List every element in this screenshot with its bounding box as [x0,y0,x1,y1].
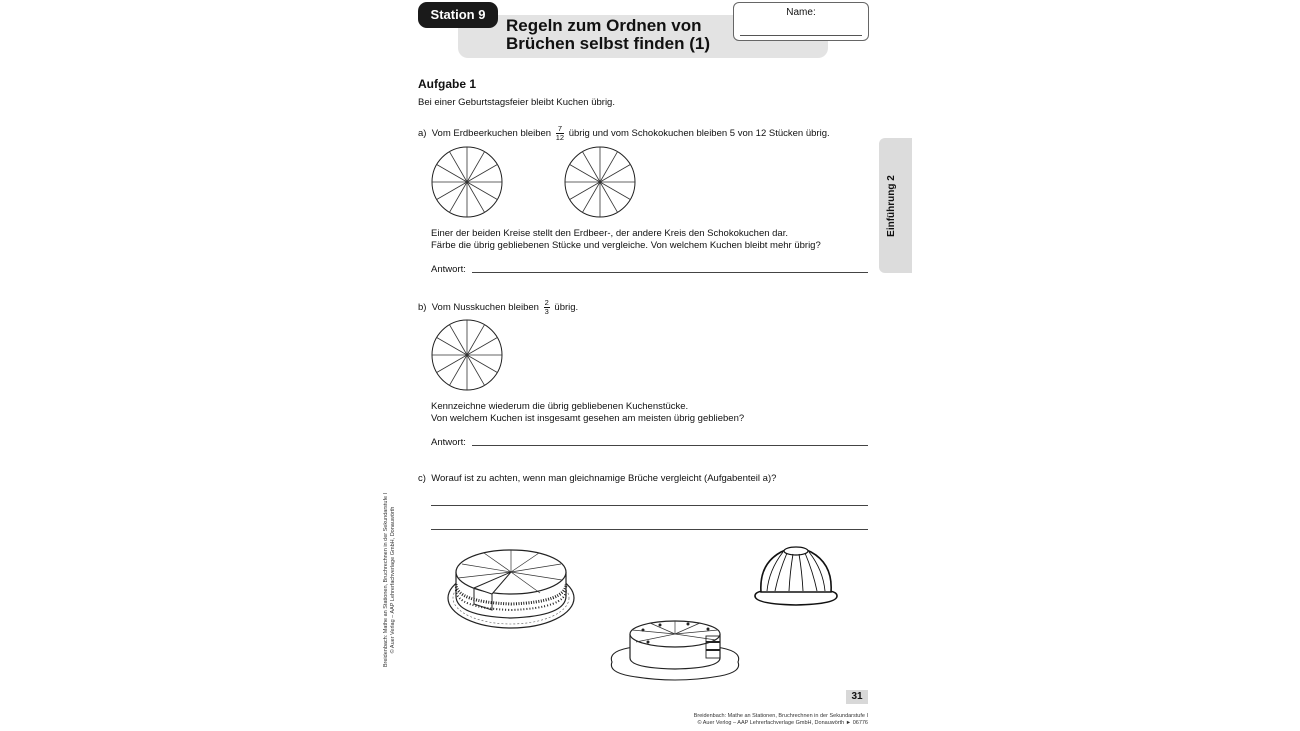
part-b-instruction-2: Von welchem Kuchen ist insgesamt gesehen am meisten übrig geblieben? [431,413,745,424]
pie-section-divider [600,182,618,212]
pie-section-divider [600,165,630,183]
pie-section-divider [437,182,467,200]
part-b-text-after: übrig. [554,302,579,314]
footer-credit-line-1: Breidenbach: Mathe an Stationen, Bruchrechnen in der Sekundarstufe I [693,713,868,719]
sliced-layer-cake-icon [444,544,578,634]
page-title [506,17,766,53]
pie-section-divider [450,152,468,182]
pie-section-divider [583,152,601,182]
pie-section-divider [450,325,468,355]
pie-section-divider [450,355,468,385]
part-b-answer-line[interactable] [472,445,868,446]
fraction-b-den: 3 [544,307,549,316]
pie-section-divider [570,182,600,200]
pie-section-divider [600,152,618,182]
worksheet-page [380,0,920,731]
fraction-b-num: 2 [544,298,549,307]
part-a-label: a) [418,128,427,140]
title-line-1: Regeln zum Ordnen von [506,16,702,35]
task-intro: Bei einer Geburtstagsfeier bleibt Kuchen übrig. [418,97,615,108]
pie-section-divider [437,338,467,356]
part-a-text-after: übrig und vom Schokokuchen bleiben 5 von 12 Stücken übrig. [568,128,830,140]
pie-12-sections-icon[interactable] [430,318,504,392]
fraction-a-den: 12 [555,133,565,142]
title-line-2: Brüchen selbst finden (1) [506,34,711,53]
part-b-text-before: Vom Nusskuchen bleiben [431,302,539,314]
part-c-answer-line-2[interactable] [431,529,868,530]
pie-section-divider [467,355,485,385]
pie-12-sections-icon[interactable] [430,145,504,219]
name-line [740,35,862,36]
pie-section-divider [467,182,485,212]
fraction-a [556,125,564,142]
task-heading: Aufgabe 1 [418,77,477,91]
part-a-answer-line[interactable] [472,272,868,273]
cream-cake-icon [608,612,742,682]
part-a-text-before: Vom Erdbeerkuchen bleiben [431,128,552,140]
part-b-label: b) [418,302,427,314]
footer-credit [630,713,868,727]
pie-section-divider [467,325,485,355]
part-a-question [418,125,830,142]
pie-section-divider [467,338,497,356]
side-credit-line-2: © Auer Verlag – AAP Lehrerfachverlage GmbH, Donauwörth [390,506,396,654]
side-credit-line-1: Breidenbach: Mathe an Stationen, Bruchrechnen in der Sekundarstufe I [383,492,389,668]
fraction-a-num: 7 [556,125,564,134]
part-c-answer-line-1[interactable] [431,505,868,506]
pie-section-divider [437,165,467,183]
part-c-label: c) [418,473,426,484]
pie-section-divider [467,182,497,200]
pie-section-divider [467,152,485,182]
part-a-instruction-2: Färbe die übrig gebliebenen Stücke und vergleiche. Von welchem Kuchen bleibt mehr übrig? [431,240,821,251]
side-credit [383,475,397,685]
part-a-answer-label: Antwort: [431,264,466,275]
name-field[interactable] [733,2,869,41]
pie-section-divider [600,182,630,200]
part-a-instruction-1: Einer der beiden Kreise stellt den Erdbeer-, der andere Kreis den Schokokuchen dar. [431,228,788,239]
pie-section-divider [467,355,497,373]
pie-section-divider [437,355,467,373]
part-b-question [418,299,578,316]
pie-12-sections-icon[interactable] [563,145,637,219]
part-b-answer-label: Antwort: [431,437,466,448]
part-b-instruction-1: Kennzeichne wiederum die übrig gebliebenen Kuchenstücke. [431,401,689,412]
name-label: Name: [786,7,816,18]
side-tab-label: Einführung 2 [886,175,897,237]
part-c-question [418,473,776,485]
side-tab [879,138,912,273]
part-c-text: Worauf ist zu achten, wenn man gleichnamige Brüche vergleicht (Aufgabenteil a)? [431,473,777,484]
page-number: 31 [846,690,868,704]
pie-section-divider [450,182,468,212]
pie-section-divider [467,165,497,183]
fraction-b [544,299,550,316]
bundt-cake-icon [753,542,839,608]
pie-section-divider [583,182,601,212]
pie-section-divider [570,165,600,183]
footer-credit-line-2: © Auer Verlog – AAP Lehrerfachverlage GmbH, Donauwörth ► 06776 [697,720,868,726]
station-badge: Station 9 [418,2,498,28]
